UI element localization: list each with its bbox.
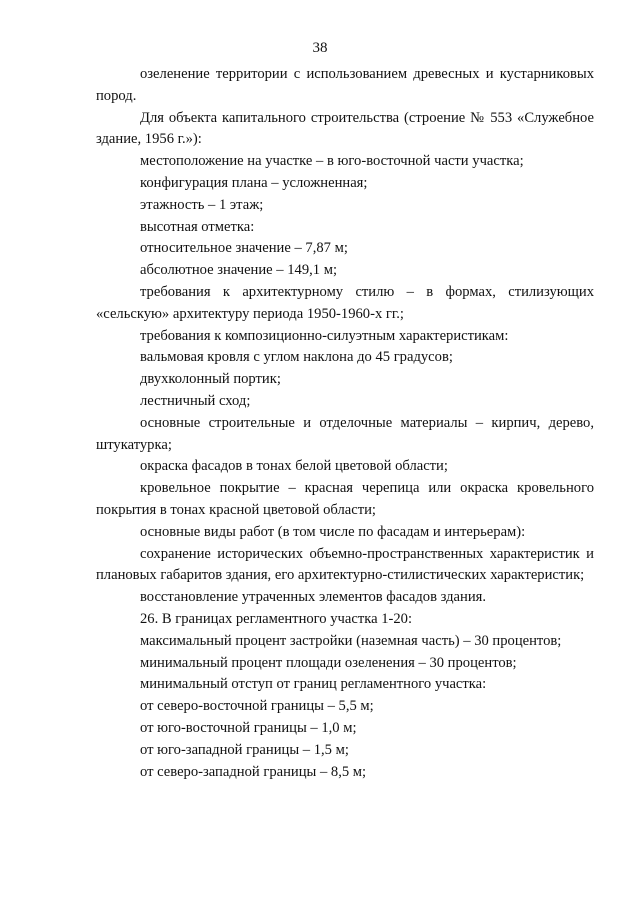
- paragraph-absolute-value: абсолютное значение – 149,1 м;: [140, 262, 338, 279]
- paragraph-plan-configuration: конфигурация плана – усложненная;: [140, 174, 368, 191]
- paragraph-height-mark: высотная отметка:: [140, 218, 255, 235]
- paragraph-northwest-border: от северо-западной границы – 8,5 м;: [140, 763, 367, 780]
- paragraph-min-greening-percent: минимальный процент площади озеленения – 30 процентов;: [140, 654, 517, 671]
- paragraph-preservation: сохранение исторических объемно-пространственных характеристик и плановых габаритов здания, его архитектурно-стилистических характеристик;: [96, 545, 594, 584]
- paragraph-southwest-border: от юго-западной границы – 1,5 м;: [140, 741, 349, 758]
- paragraph-staircase: лестничный сход;: [140, 392, 251, 409]
- document-body: [96, 64, 594, 783]
- paragraph-facade-color: окраска фасадов в тонах белой цветовой области;: [140, 458, 448, 475]
- paragraph-relative-value: относительное значение – 7,87 м;: [140, 240, 348, 257]
- paragraph-work-types: основные виды работ (в том числе по фасадам и интерьерам):: [140, 523, 526, 540]
- paragraph-materials: основные строительные и отделочные материалы – кирпич, дерево, штукатурка;: [96, 414, 594, 453]
- paragraph-southeast-border: от юго-восточной границы – 1,0 м;: [140, 719, 357, 736]
- paragraph-silhouette-requirements: требования к композиционно-силуэтным характеристикам:: [140, 327, 509, 344]
- paragraph-max-building-percent: максимальный процент застройки (наземная часть) – 30 процентов;: [140, 632, 562, 649]
- paragraph-min-setback: минимальный отступ от границ регламентного участка:: [140, 676, 487, 693]
- paragraph-location: местоположение на участке – в юго-восточной части участка;: [140, 153, 524, 170]
- paragraph-floors: этажность – 1 этаж;: [140, 196, 264, 213]
- paragraph-object-intro: Для объекта капитального строительства (строение № 553 «Служебное здание, 1956 г.»):: [96, 109, 594, 148]
- paragraph-hip-roof: вальмовая кровля с углом наклона до 45 градусов;: [140, 349, 453, 366]
- paragraph-roof-covering: кровельное покрытие – красная черепица или окраска кровельного покрытия в тонах красной цветовой области;: [96, 480, 594, 518]
- paragraph-section-26: 26. В границах регламентного участка 1-20:: [140, 610, 413, 627]
- paragraph-restoration: восстановление утраченных элементов фасадов здания.: [140, 589, 486, 606]
- paragraph-greening: озеленение территории с использованием древесных и кустарниковых пород.: [96, 66, 594, 104]
- paragraph-northeast-border: от северо-восточной границы – 5,5 м;: [140, 698, 374, 715]
- paragraph-portico: двухколонный портик;: [140, 371, 281, 388]
- paragraph-architectural-style: требования к архитектурному стилю – в формах, стилизующих «сельскую» архитектуру периода 1950-1960-х гг.;: [96, 283, 594, 322]
- page-number: 38: [312, 40, 328, 56]
